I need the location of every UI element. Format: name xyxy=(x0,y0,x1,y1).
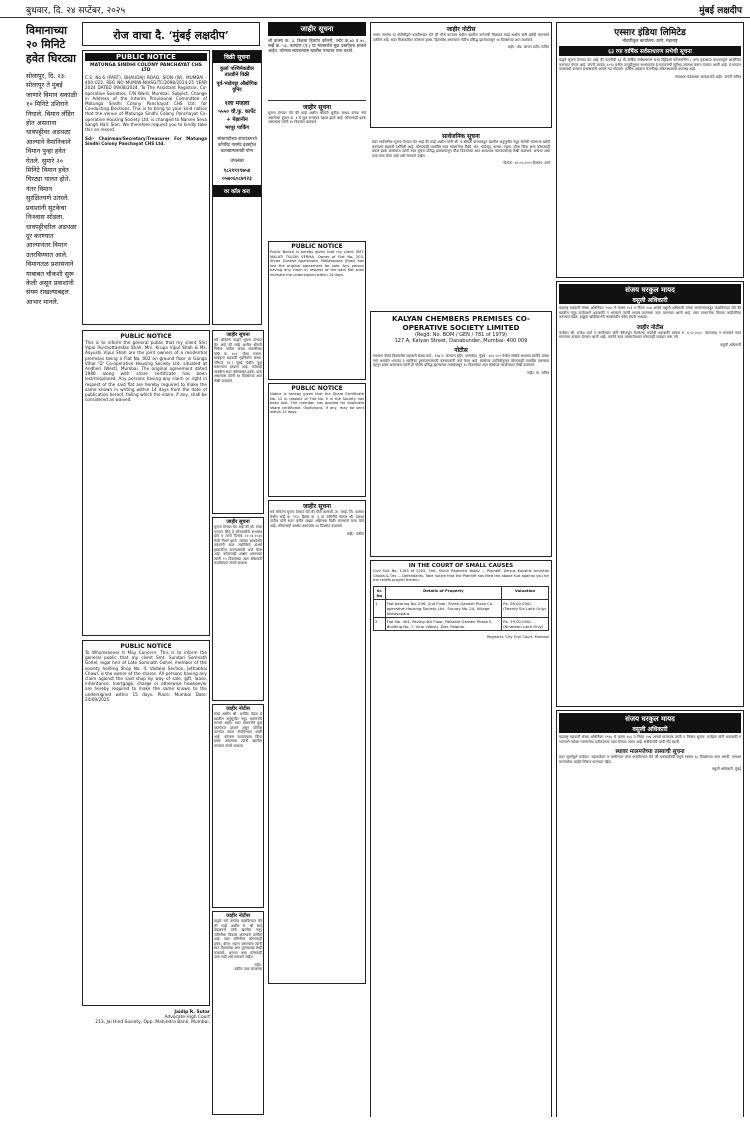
column-5 xyxy=(370,22,552,1117)
notice: जाहीर सूचना सर्व लोकांना सूचना देण्यात येते की मौजे आगाशी, ता. वसई, जि. पालघर येथील सर्व्हे क्र. ११२, हिस्सा क्र. ३ या जमिनीचे मालक श्री. प्रकाश पाटील यांनी सदर जमीन माझ्या अशिलास विक्री करण्याचे मान्य केले आहे. कोणाचाही आक्षेप असल्यास १४ दिवसांत कळवावे. सही/- वकील xyxy=(268,500,366,984)
tagline-strip: रोज वाचा दै. ‘मुंबई लक्षदीप’ xyxy=(82,22,260,46)
recovery-notice: संजय घरकुल मायद वसुली अधिकारी महाराष्ट्र सहकारी संस्था अधिनियम १९६० चे कलम १५६ व नियम १०७ अन्वये मालमत्ता जप्ती व लिलाव सूचना. कर्जदार यांनी थकबाकी न भरल्याने त्यांच्या मालमत्तेचा प्रतीकात्मक ताबा घेण्यात आला आहे. संबंधितांनी याची नोंद घ्यावी. स्थावर मालमत्तेच्या ताब्याची सूचना सदर सूचनेद्वारे कर्जदार, सहकर्जदार व जामीनदार यांना कळविण्यात येते की थकबाकीची संपूर्ण रक्कम ६० दिवसांच्या आत भरावी, अन्यथा मालमत्तेचा जाहीर लिलाव करण्यात येईल. वसुली अधिकारी, मुंबई xyxy=(556,710,744,1117)
agm-notice: एस्सार इंडिया लिमिटेड नोंदणीकृत कार्यालय: ठाणे, महाराष्ट्र ६३ व्या वार्षिक सर्वसाधारण सभेची सूचना याद्वारे सूचना देण्यात येत आहे की कंपनीची ६३ वी वार्षिक सर्वसाधारण सभा व्हिडिओ कॉन्फरन्सिंग / अन्य दृकश्राव्य माध्यमाद्वारे आयोजित करण्यात येणार आहे. कंपनी कायदा २०१३ मधील तरतुदीनुसार सभासदांना ई-मतदानाची सुविधा उपलब्ध करून देण्यात आली आहे. ई-मतदान कालावधी दरम्यान सभासदांनी आपले मत नोंदवावे. वार्षिक अहवाल कंपनीच्या संकेतस्थळावर उपलब्ध आहे. संचालक मंडळाच्या आदेशान्वये सही/- कंपनी सचिव xyxy=(556,22,744,278)
column-2 xyxy=(82,330,210,1115)
page-header xyxy=(0,0,750,18)
notice-top: जाहीर नोटीस तमाम जनतेस या नोटीसीद्वारे कळविण्यात येते की मौजे कल्याण येथील खालील वर्णनाची मिळकत माझे अशील यांनी खरेदी करण्याचे ठरविले आहे. सदर मिळकतीवर कोणाचा हक्क, हितसंबंध असल्यास नोटीस प्रसिद्ध झाल्यापासून १४ दिवसांच्या आत कळवावे. सही/- ॲड. कांचन प्रदीप पाटील xyxy=(370,22,552,128)
court-notice: IN THE COURT OF SMALL CAUSES Civil Suit No. 1183 of 2025. Smt. Shirin Rajendra Yadav ... Plaintiff. Versus Kaushik Amrutlal Ghada & Ors ... Defendants. Take notice that the Plaintiff has filed the above suit against you for the reliefs prayed therein. Sr. No Details of Property Valuation 1 Flat bearing No. 206, 2nd Floor, Shree Ganesh Plaza Co-operative Housing Society Ltd., Survey No. 24, Village Nallasopara. Rs. 26,00,000/- (Twenty Six Lakh Only) 2 Flat No. 404, Paving 4th Floor, Reliable Garden Phase II, Building No. 7, Virar (West), Dist. Palghar. Rs. 19,00,000/- (Nineteen Lakh Only) Registrar, City Civil Court, Mumbai xyxy=(370,560,552,1117)
advocate-sign: Jaidip R. Sutar Advocate High Court 213, Jai Hind Society, Opp. Mahindra Bank, Mumbai. xyxy=(95,1010,210,1025)
sale-advertisement: विक्री सूचना कुर्ला पश्चिमेकडील तातडीने विक्री पूर्व-भाडेपट्टा औद्योगिक युनिट १ला मजला ५५५० चौ.फु. कार्पेट + मेझानीन भरपूर पार्किंग सोसायटीच्या कंपाउंडमध्ये कॉर्पोरेट गारमेंट इंडस्ट्रीज कारखान्यासाठी योग्य उपलब्ध ९८२१९१९७५४ ०५७०६०८७९२३ वर कॉल करा xyxy=(212,50,262,325)
table-row: 1 Flat bearing No. 206, 2nd Floor, Shree Ganesh Plaza Co-operative Housing Society Ltd., Survey No. 24, Village Nallasopara. Rs. 26,00,000/- (Twenty Six Lakh Only) xyxy=(374,599,549,617)
column-3 xyxy=(212,330,264,1115)
page-date: बुधवार, दि. २४ सप्टेंबर, २०२५ xyxy=(26,6,126,16)
column-6 xyxy=(556,22,744,1117)
public-announcement: सार्वजनिक सूचना सदर सार्वजनिक सूचना देण्यात येत आहे की माझे अशील यांनी श्री. व श्रीमती यांच्याकडून खालील अनुसूचीत नमूद केलेली मालमत्ता खरेदी करण्यास सहमती दर्शविली आहे. कोणत्याही व्यक्तीस सदर मालमत्तेवर विक्री, भेट, भाडेपट्टा, वारसा, गहाण, बोजा किंवा अन्य कोणत्याही प्रकारे हक्क असल्यास त्यांनी सदर सूचना प्रसिद्ध झाल्यापासून चौदा दिवसांच्या आत आवश्यक कागदपत्रांसह लेखी कळवावे, अन्यथा असा दावा माफ केला आहे असे समजले जाईल. दिनांक: २४.०९.२०२५ ठिकाण: ठाणे xyxy=(372,133,550,165)
notice: जाहीर सूचना सर्व लोकांना याद्वारे सूचना देण्यात येत आहे की माझे अशील श्रीमती निर्मला पाटील यांच्या मालकीच्या फ्लॅट क्र. ४०२, चौथा मजला, साईकृपा सहकारी गृहनिर्माण संस्था, गोरेगाव (प.) मुंबई येथील मूळ करारनामा हरवला आहे. कोणाही व्यक्तीस सदर फ्लॅटबाबत हक्क, दावा असल्यास त्यांनी १४ दिवसांच्या आत लेखी कळवावे. xyxy=(212,330,264,514)
society-notice: KALYAN CHEMBERS PREMISES CO-OPERATIVE SOCIETY LIMITED (Regd. No. BOM / GEN / 781 of 1979) 127 A, Kalyan Street, Danabunder, Mumbai- 400 009 नोटीस कल्याण चेंबर्स प्रिमायसेस सहकारी संस्था मर्या., १२७ ए, कल्याण स्ट्रीट, दाणाबंदर, मुंबई - ४०० ००९ येथील संस्थेचे सभासद स्वर्गीय यांच्या नावे असलेले भागपत्र व सदनिका हस्तांतरणासाठी वारसदारांनी अर्ज केला आहे. संस्थेच्या उपविधीनुसार कोणत्याही व्यक्तीस वारसदार म्हणून हक्क असल्यास त्यांनी ही नोटीस प्रसिद्ध झाल्याच्या तारखेपासून १५ दिवसांच्या आत संस्थेच्या कार्यालयात लेखी कळवावे. सही/- मा. सचिव xyxy=(370,311,552,557)
public-notice-matunga: PUBLIC NOTICE MATUNGA SINDHI COLONY PANCHAYAT CHS LTD C.S. No.6 (PART), BHAUDAJI ROAD, SION (W), MUMBAI - 400 022. REG NO MUM/W-N/HSG/TC/2698/2024-25 YEAR 2024 DATED 09/08/2024. To The Assistant Registrar, Co-operative Societies, F/N Ward, Mumbai. Subject: Change in Address of the Interim Provisional Committee of Matunga Sindhi Colony Panchayat CHS Ltd. for Conducting Elections. This is to bring to your kind notice that the venue of Matunga Sindhi Colony Panchayat Co-operative Housing Society Ltd. is changed to Narsee Seva Sangh Hall, Sion. We therefore request you to kindly take this on record. Sd/- Chairman/Secretary/Treasurer For Matunga Sindhi Colony Panchayat CHS Ltd. xyxy=(82,50,210,325)
article-body: सोलापूर, दि. २३: सोलापूर ते मुंबई जाणारे विमान सकाळी १० मिनिटे उशिराने निघाले. विमान लँडिंग होत असताना धावपट्टीवर अडथळा आल्याने वैमानिकाने विमान पुन्हा हवेत घेतले. सुमारे २० मिनिटे विमान हवेत घिरट्या घालत होते. नंतर विमान सुरक्षितपणे उतरले. प्रवाशांनी सुटकेचा निःश्वास सोडला. धावपट्टीवरील अडथळा दूर करण्यात आल्यानंतर विमान उतरविण्यात आले. विमानतळ प्रशासनाने याबाबत चौकशी सुरू केली असून प्रवाशांनी संयम राखल्याबद्दल आभार मानले. xyxy=(26,72,77,306)
edition-name: मुंबई लक्षदीप xyxy=(699,6,742,16)
headline: विमानाच्या २० मिनिटे हवेत घिरट्या xyxy=(26,24,76,65)
public-notice: PUBLIC NOTICE This is to inform the general public that my client Shri Vipul Purshottamdas Shah, Mrs. Krupa Vipul Shah & Ms. Aayushi Vipul Shah are the joint owners of a residential premises being a Flat No. 002 on ground floor in Ganga Vihar 'D' Co-operative Housing Society Ltd. situated at Andheri (West), Mumbai. The original agreement dated 1986 along with share certificate has been lost/misplaced. Any persons having any claim or right in respect of the said flat are hereby required to make the same known in writing within 14 days from the date of publication hereof, failing which the claim, if any, shall be considered as waived. xyxy=(82,330,210,636)
notice: जाहीर नोटीस माझे अशील श्री. अरविंद मेहता हे खालील अनुसूचीत नमूद मालमत्तेचे मालक आहेत. सदर मालमत्तेचे मूळ दस्तऐवज हरवले असून पोलिस ठाण्यात तक्रार नोंदविण्यात आली आहे. कोणास सापडल्यास किंवा हक्क असल्यास त्यांनी खालील पत्त्यावर संपर्क साधावा. xyxy=(212,704,264,908)
notice: जाहीर नोटीस याद्वारे सर्व जनतेस कळविण्यात येते की माझे अशील मे. श्री साई डेव्हलपर्स यांनी खालील नमूद जमिनीचा विकास करण्याचे ठरविले आहे. सदर जमिनीवर कोणाचाही हक्क, बोजा, गहाण असल्यास त्यांनी सात दिवसांच्या आत पुराव्यासह लेखी कळवावे, अन्यथा असा कोणताही दावा नाही असे समजले जाईल. सही/- वकील उच्च न्यायालय xyxy=(212,911,264,1115)
table-row: 2 Flat No. 404, Paving 4th Floor, Reliable Garden Phase II, Building No. 7, Virar (West), Dist. Palghar. Rs. 19,00,000/- (Nineteen Lakh Only) xyxy=(374,617,549,630)
public-notice: PUBLIC NOTICE Notice is hereby given that the Share Certificate No. 12 in respect of Flat No. 5 in the Society has been lost. The member has applied for duplicate share certificate. Objections, if any, may be sent within 15 days. xyxy=(268,383,366,497)
recovery-notice: संजय घरकुल मायद वसुली अधिकारी महाराष्ट्र सहकारी संस्था अधिनियम १९६० चे कलम १०१ व नियम १०७ अन्वये वसुली अधिकारी यांच्या कार्यालयाकडून कळविण्यात येते की खालील नमूद कर्जदाराने थकबाकी न भरल्याने त्यांची स्थावर मालमत्ता जप्त करण्यात आली आहे. सदर मालमत्तेचा लिलाव जाहीररीत्या करण्यात येईल. इच्छुक खरेदीदारांनी कार्यालयीन वेळेत संपर्क साधावा. जाहीर नोटीस कर्जदार श्री. राजेश शर्मा व जामीनदार यांनी बँकेकडून घेतलेल्या कर्जाची थकबाकी रक्कम रु. ४,५२,०००/- व्याजासह न भरल्याने सदर मालमत्ता ताब्यात घेण्यात आली आहे. जनतेने सदर मालमत्तेबाबत कोणताही व्यवहार करू नये. वसुली अधिकारी xyxy=(556,281,744,707)
column-1 xyxy=(26,24,78,1104)
public-notice: PUBLIC NOTICE Public Notice is hereby given that my client SMT. MALATI TULSHI VERMA, Owner of Flat No. 203, Shree Ganesh Apartment, Nallasopara (East) has lost the original agreement for sale. Any person having any claim in respect of the said flat shall intimate the undersigned within 14 days. xyxy=(268,241,366,380)
column-4: जाहीर सूचना श्री हाजरा क. ३, त्रिशला हिल्टॉप कॉलनी, प्लॉट क्र.७३ व ७८, सर्व्हे क्र. ५३, कल्याण (प.) या मालमत्तेचे मूळ दस्तऐवज हरवले आहेत. कोणास सापडल्यास खालील पत्त्यावर परत करावे. जाहीर सूचना सूचना देण्यात येते की माझे अशील श्रीमती सुनीता जाधव यांच्या नावे असलेल्या दुकान क्र. ६ चे मूळ करारपत्र गहाळ झाले आहे. कोणाचाही हक्क असल्यास त्यांनी १४ दिवसांत कळवावे. PUBLIC NOTICE Public Notice is hereby given that my client SMT. MALATI TULSHI VERMA, Owner of Flat No. 203, Shree Ganesh Apartment, Nallasopara (East) has lost the original agreement for sale. Any person having any claim in respect of the said flat shall intimate the undersigned within 14 days. PUBLIC NOTICE Notice is hereby given that the Share Certificate No. 12 in respect of Flat No. 5 in the Society has been lost. The member has applied for duplicate share certificate. Objections, if any, may be sent within 15 days. जाहीर सूचना सर्व लोकांना सूचना देण्यात येते की मौजे आगाशी, ता. वसई, जि. पालघर येथील सर्व्हे क्र. ११२, हिस्सा क्र. ३ या जमिनीचे मालक श्री. प्रकाश पाटील यांनी सदर जमीन माझ्या अशिलास विक्री करण्याचे मान्य केले आहे. कोणाचाही आक्षेप असल्यास १४ दिवसांत कळवावे. सही/- वकील xyxy=(268,22,366,1117)
notice: जाहीर सूचना सूचना देण्यात येत आहे की श्री. रमेश गणपत शिंदे हे सोसायटीचे सभासद होते व त्यांचे दिनांक १२.०३.२०२४ रोजी निधन झाले. त्यांच्या कायदेशीर वारसांनी सदर सदनिकेचे शेअर्स हस्तांतरित करण्यासाठी अर्ज केला आहे. कोणाचाही आक्षेप असल्यास त्यांनी १५ दिवसांच्या आत सोसायटी कार्यालयात संपर्क साधावा. xyxy=(212,517,264,701)
property-schedule: Sr. No Details of Property Valuation 1 Flat bearing No. 206, 2nd Floor, Shree Ganesh Plaza Co-operative Housing Society Ltd., Survey No. 24, Village Nallasopara. Rs. 26,00,000/- (Twenty Six Lakh Only) 2 Flat No. 404, Paving 4th Floor, Reliable Garden Phase II, Building No. 7, Virar (West), Dist. Palghar. Rs. 19,00,000/- (Nineteen Lakh Only) xyxy=(373,586,549,631)
public-notice: PUBLIC NOTICE To Whomsoever It May Concern: This is to inform the general public that my client Smt. Sundari Somnath Gohel, legal heir of Late Somnath Gohel, member of the society holding Shop No. 4, Vadalal Section, Jethabhai Chawl, is the owner of the shares. All persons having any claim against the said shop by way of sale, gift, lease, inheritance, mortgage, charge or otherwise howsoever are hereby required to make the same known to the undersigned within 15 days. Place: Mumbai Date: 24/09/2025. xyxy=(82,640,210,1006)
